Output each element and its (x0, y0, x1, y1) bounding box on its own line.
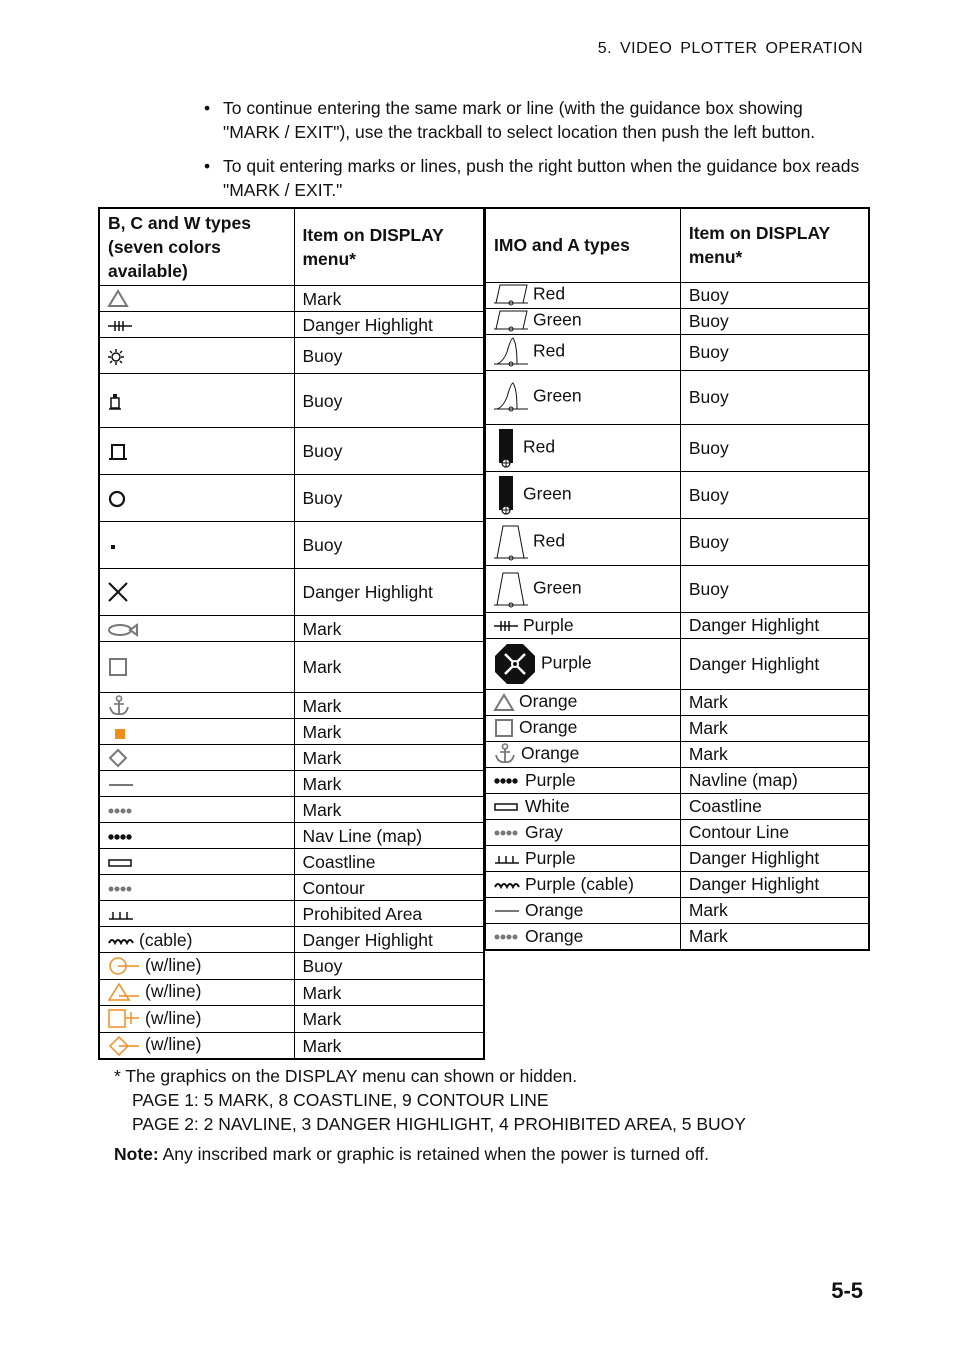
symbol-label: Red (533, 530, 566, 551)
table-row (99, 1006, 484, 1033)
table-row (99, 569, 484, 616)
symbol-cell (99, 569, 294, 616)
symbol-cell (99, 374, 294, 428)
symbol-cell (485, 424, 680, 471)
cable-line-icon (107, 930, 139, 950)
symbol-cell (99, 693, 294, 719)
symbol-cell (99, 312, 294, 338)
menu-item-cell: Buoy (294, 475, 484, 522)
table-row (485, 715, 869, 741)
menu-item-cell: Danger Highlight (680, 871, 869, 897)
symbol-cell (485, 308, 680, 334)
note (114, 1144, 709, 1165)
spar-buoy-icon (493, 530, 533, 550)
symbol-cell (99, 719, 294, 745)
menu-item-cell: Mark (294, 719, 484, 745)
menu-item-cell: Mark (294, 771, 484, 797)
note-label: Note: (114, 1144, 159, 1164)
symbol-cell (485, 518, 680, 565)
menu-item-cell: Mark (294, 1033, 484, 1060)
symbol-cell (485, 471, 680, 518)
menu-item-cell: Buoy (294, 522, 484, 569)
diamond-wline-icon (107, 1034, 145, 1054)
table-row (99, 1033, 484, 1060)
symbol-cell (99, 901, 294, 927)
table-row (99, 849, 484, 875)
menu-item-cell: Buoy (680, 282, 869, 308)
coast-line-icon (107, 852, 139, 872)
instruction-list (203, 96, 863, 212)
light-buoy-icon (107, 345, 129, 365)
table-row (99, 428, 484, 475)
symbol-cell (99, 1006, 294, 1033)
circle-icon (107, 487, 131, 507)
symbol-cell (485, 612, 680, 638)
footnote (114, 1064, 746, 1136)
symbol-cell (485, 741, 680, 767)
menu-item-cell: Mark (294, 980, 484, 1006)
symbol-label: Orange (519, 691, 578, 712)
symbol-label: Red (533, 340, 566, 361)
dotted-bold-line-icon (107, 826, 139, 846)
menu-item-cell: Buoy (294, 428, 484, 475)
table-row (485, 334, 869, 370)
menu-item-cell: Buoy (680, 424, 869, 471)
menu-item-cell: Danger Highlight (680, 612, 869, 638)
symbol-cell (485, 638, 680, 689)
menu-item-cell: Danger Highlight (294, 569, 484, 616)
menu-item-cell: Mark (680, 689, 869, 715)
table-row (485, 518, 869, 565)
table-row (485, 565, 869, 612)
symbol-cell (485, 715, 680, 741)
table-row (99, 875, 484, 901)
symbol-cell (99, 927, 294, 953)
menu-item-cell: Buoy (680, 334, 869, 370)
table-row (99, 953, 484, 980)
symbol-label: (cable) (139, 929, 193, 950)
menu-item-cell: Buoy (680, 308, 869, 334)
menu-item-cell: Buoy (294, 338, 484, 374)
bullet-item: • To continue entering the same mark or line (with the guidance box showing "MARK / EXIT"), use the trackball to select location then push the left button. (203, 96, 863, 144)
symbol-cell (99, 338, 294, 374)
symbol-label: (w/line) (145, 954, 202, 975)
symbol-cell (485, 282, 680, 308)
symbol-cell (485, 871, 680, 897)
danger-line-icon (493, 615, 523, 635)
table-row (485, 897, 869, 923)
menu-item-cell: Buoy (680, 370, 869, 424)
solid-line-icon (493, 900, 525, 920)
can-buoy-icon (493, 310, 533, 330)
danger-line-icon (107, 315, 137, 335)
symbol-cell (485, 370, 680, 424)
menu-item-cell: Mark (680, 741, 869, 767)
fish-icon (107, 619, 143, 639)
column-header-menu: Item on DISPLAY menu* (294, 208, 484, 286)
cross-icon (107, 581, 133, 601)
symbol-cell (485, 334, 680, 370)
table-row (99, 980, 484, 1006)
table-row (485, 923, 869, 950)
symbol-label: Orange (519, 716, 578, 737)
symbol-label: Gray (525, 822, 563, 842)
symbol-label: White (525, 796, 570, 816)
menu-item-cell: Buoy (680, 471, 869, 518)
table-row (99, 338, 484, 374)
contour-line-icon (107, 878, 139, 898)
table-row (485, 424, 869, 471)
symbol-label: Green (533, 385, 582, 406)
menu-item-cell: Mark (294, 797, 484, 823)
table-row (485, 819, 869, 845)
symbol-label: Orange (525, 900, 584, 920)
table-row (99, 927, 484, 953)
table-row (99, 901, 484, 927)
table-row (485, 612, 869, 638)
table-row (99, 823, 484, 849)
symbol-cell (485, 845, 680, 871)
anchor-icon (107, 694, 135, 714)
menu-item-cell: Navline (map) (680, 767, 869, 793)
menu-item-cell: Danger Highlight (294, 927, 484, 953)
table-row (99, 745, 484, 771)
menu-item-cell: Mark (680, 897, 869, 923)
symbol-label: (w/line) (145, 1007, 202, 1028)
symbol-cell (99, 642, 294, 693)
table-row (485, 845, 869, 871)
table-row (99, 312, 484, 338)
menu-item-cell: Mark (294, 286, 484, 312)
symbol-cell (99, 875, 294, 901)
menu-item-cell: Mark (294, 693, 484, 719)
table-row (485, 308, 869, 334)
table-row (485, 282, 869, 308)
table-row (485, 370, 869, 424)
symbol-cell (99, 849, 294, 875)
column-header-types: B, C and W types (seven colors available) (99, 208, 294, 286)
menu-item-cell: Buoy (680, 565, 869, 612)
symbol-cell (99, 745, 294, 771)
menu-item-cell: Danger Highlight (680, 845, 869, 871)
column-header-types: IMO and A types (485, 208, 680, 282)
filled-square-icon (107, 721, 133, 741)
table-row (485, 793, 869, 819)
note-text: Any inscribed mark or graphic is retained when the power is turned off. (158, 1144, 709, 1164)
menu-item-cell: Mark (294, 642, 484, 693)
table-row (485, 471, 869, 518)
spar-buoy-icon (493, 577, 533, 597)
menu-item-cell: Buoy (680, 518, 869, 565)
menu-item-cell: Danger Highlight (680, 638, 869, 689)
symbol-cell (99, 771, 294, 797)
table-row (99, 719, 484, 745)
footnote-line: PAGE 2: 2 NAVLINE, 3 DANGER HIGHLIGHT, 4 PROHIBITED AREA, 5 BUOY (132, 1114, 746, 1134)
table-row (485, 741, 869, 767)
symbol-cell (485, 819, 680, 845)
symbol-cell (485, 793, 680, 819)
symbol-label: Red (533, 283, 566, 304)
table-row (485, 689, 869, 715)
triangle-wline-icon (107, 981, 145, 1001)
menu-item-cell: Contour Line (680, 819, 869, 845)
table-row (485, 871, 869, 897)
symbol-cell (485, 767, 680, 793)
table-buoy-icon (107, 440, 133, 460)
symbol-cell (99, 980, 294, 1006)
symbol-label: Orange (525, 926, 584, 946)
symbol-cell (99, 616, 294, 642)
cable-line-icon (493, 874, 525, 894)
conical-buoy-icon (493, 386, 533, 406)
coast-line-icon (493, 796, 525, 816)
menu-item-cell: Nav Line (map) (294, 823, 484, 849)
symbol-label: Purple (541, 652, 592, 673)
table-row (99, 797, 484, 823)
symbol-cell (99, 797, 294, 823)
symbol-label: Purple (525, 848, 576, 868)
symbol-cell (99, 823, 294, 849)
pillar-buoy-icon (493, 436, 523, 456)
dot-icon (107, 535, 123, 555)
circle-wline-icon (107, 955, 145, 975)
symbol-cell (485, 565, 680, 612)
table-row (485, 767, 869, 793)
symbol-label: Green (523, 483, 572, 504)
menu-item-cell: Contour (294, 875, 484, 901)
anchor-icon (493, 743, 521, 763)
dotted-bold-line-icon (493, 770, 525, 790)
table-row (99, 693, 484, 719)
wreck-octagon-icon (493, 652, 541, 672)
table-row (99, 286, 484, 312)
dotted-line-icon (107, 800, 139, 820)
menu-item-cell: Coastline (680, 793, 869, 819)
square-wline-icon (107, 1008, 145, 1028)
symbol-label: (w/line) (145, 981, 202, 1002)
symbol-label: Green (533, 577, 582, 598)
diamond-icon (107, 747, 133, 767)
conical-buoy-icon (493, 341, 533, 361)
menu-item-cell: Buoy (294, 953, 484, 980)
pillar-buoy-icon (493, 483, 523, 503)
menu-item-cell: Mark (294, 1006, 484, 1033)
triangle-icon (493, 691, 519, 711)
table-row (99, 522, 484, 569)
symbol-label: Purple (525, 770, 576, 790)
square-icon (107, 656, 133, 676)
symbol-cell (99, 522, 294, 569)
symbol-cell (99, 1033, 294, 1060)
footnote-line: PAGE 1: 5 MARK, 8 COASTLINE, 9 CONTOUR LINE (132, 1090, 549, 1110)
footnote-line: * The graphics on the DISPLAY menu can shown or hidden. (114, 1066, 578, 1086)
menu-item-cell: Danger Highlight (294, 312, 484, 338)
solid-line-icon (107, 774, 139, 794)
running-header: 5. VIDEO PLOTTER OPERATION (597, 40, 863, 57)
symbol-cell (99, 428, 294, 475)
bcw-symbol-table (98, 207, 485, 1060)
table-row (99, 616, 484, 642)
symbol-cell (485, 923, 680, 950)
bullet-item: • To quit entering marks or lines, push the right button when the guidance box reads "MARK / EXIT." (203, 154, 863, 202)
symbol-cell (485, 689, 680, 715)
table-row (99, 374, 484, 428)
symbol-cell (485, 897, 680, 923)
prohibited-line-icon (493, 848, 525, 868)
column-header-menu: Item on DISPLAY menu* (680, 208, 869, 282)
menu-item-cell: Mark (294, 616, 484, 642)
menu-item-cell: Buoy (294, 374, 484, 428)
triangle-icon (107, 288, 133, 308)
dotted-line-icon (493, 926, 525, 946)
menu-item-cell: Mark (680, 715, 869, 741)
symbol-cell (99, 286, 294, 312)
symbol-label: Orange (521, 742, 580, 763)
menu-item-cell: Mark (294, 745, 484, 771)
menu-item-cell: Prohibited Area (294, 901, 484, 927)
symbol-cell (99, 953, 294, 980)
lighthouse-icon (107, 390, 127, 410)
table-row (99, 771, 484, 797)
menu-item-cell: Mark (680, 923, 869, 950)
symbol-label: Red (523, 436, 556, 457)
dotted-line-icon (493, 822, 525, 842)
prohibited-line-icon (107, 904, 139, 924)
square-icon (493, 717, 519, 737)
table-row (485, 638, 869, 689)
table-row (99, 475, 484, 522)
symbol-label: Purple (523, 615, 574, 635)
page-number: 5-5 (831, 1278, 863, 1303)
symbol-label: Green (533, 309, 582, 330)
symbol-label: (w/line) (145, 1034, 202, 1055)
imo-symbol-table (484, 207, 870, 951)
can-buoy-icon (493, 284, 533, 304)
symbol-cell (99, 475, 294, 522)
symbol-label: Purple (cable) (525, 874, 634, 894)
menu-item-cell: Coastline (294, 849, 484, 875)
table-row (99, 642, 484, 693)
